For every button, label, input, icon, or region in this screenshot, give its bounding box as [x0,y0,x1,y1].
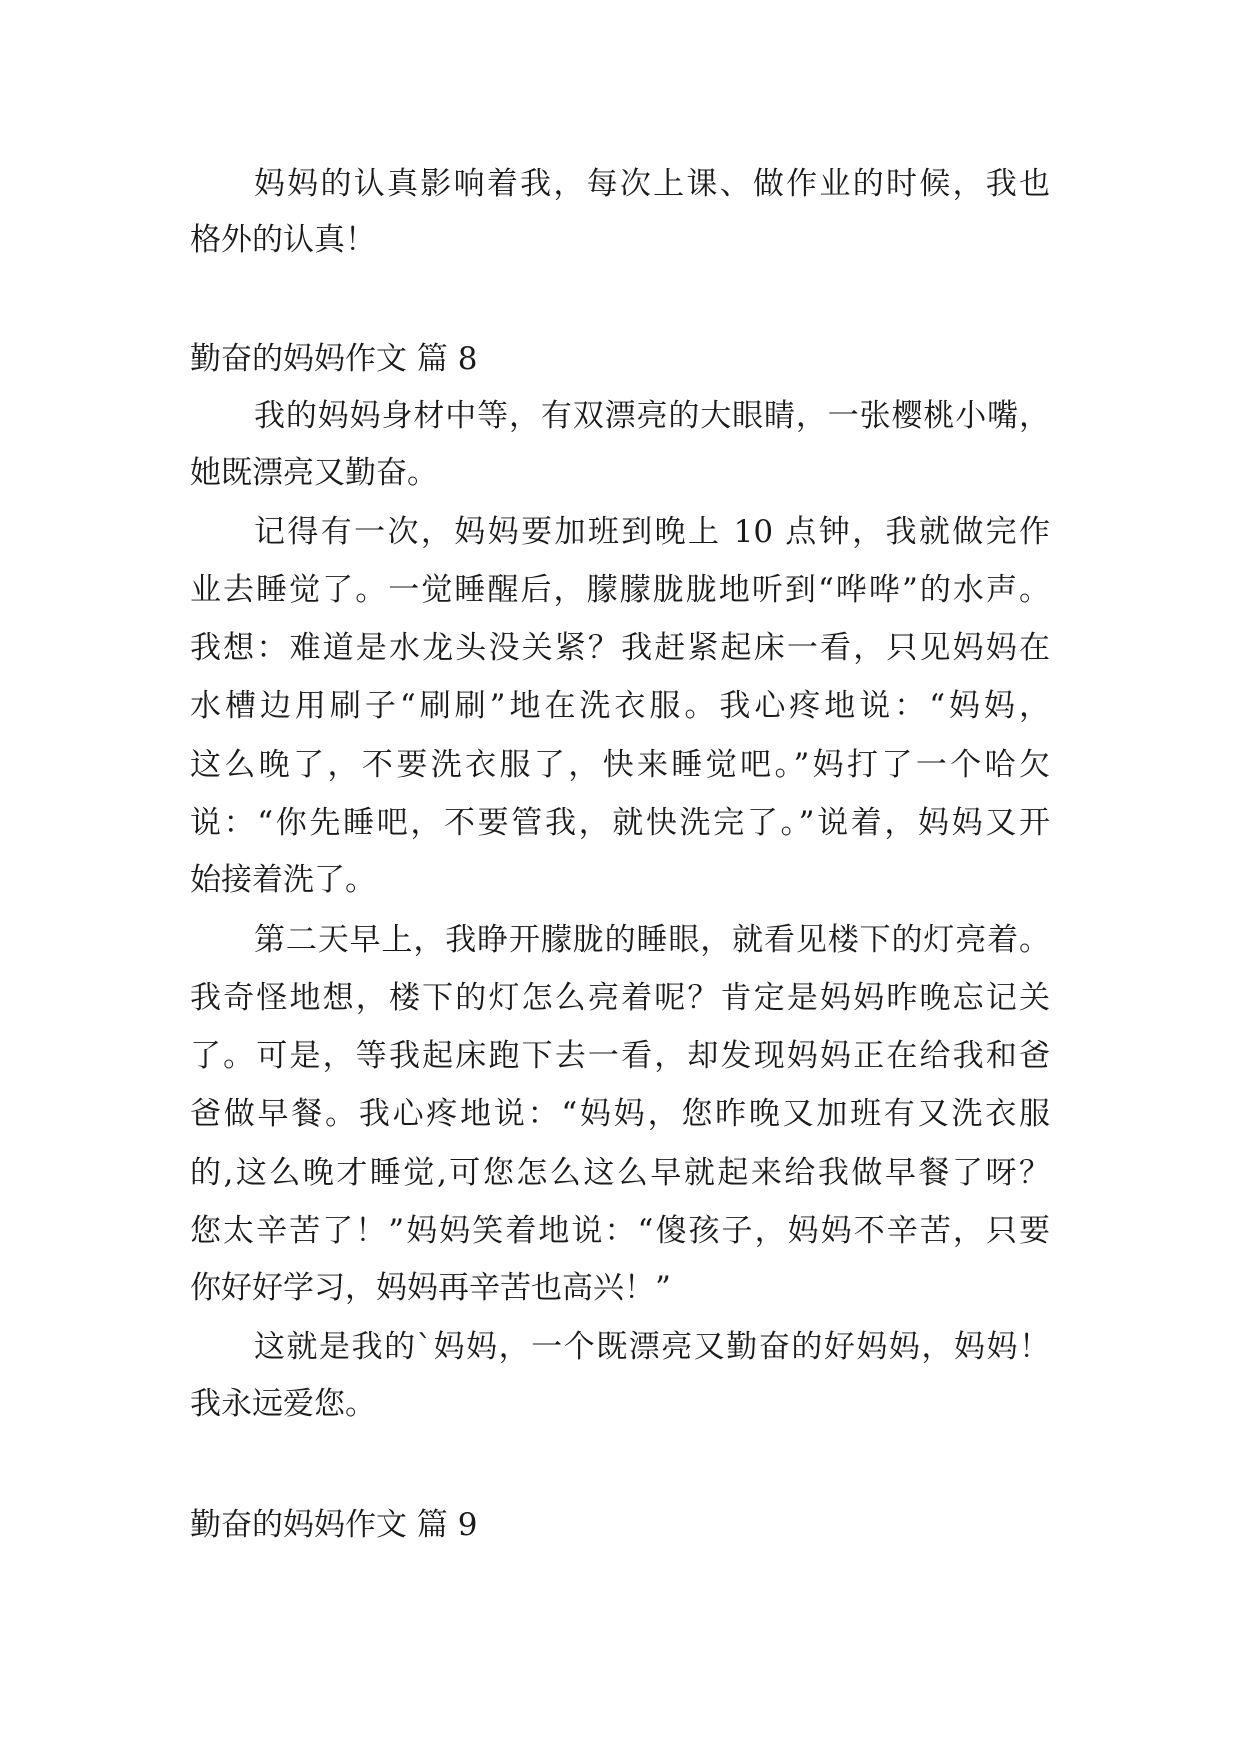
essay-heading-8: 勤奋的妈妈作文 篇 8 [190,341,478,377]
paragraph-line: 业去睡觉了。一觉睡醒后，朦朦胧胧地听到“哗哗”的水声。 [190,572,1050,608]
paragraph-line: 我奇怪地想，楼下的灯怎么亮着呢？肯定是妈妈昨晚忘记关 [190,980,1050,1016]
paragraph-line: 说：“你先睡吧，不要管我，就快洗完了。”说着，妈妈又开 [190,805,1050,841]
paragraph-line: 第二天早上，我睁开朦胧的睡眼，就看见楼下的灯亮着。 [254,922,1050,958]
paragraph-line: 你好好学习，妈妈再辛苦也高兴！” [190,1270,671,1306]
paragraph-line: 格外的认真！ [190,222,376,258]
paragraph-line: 始接着洗了。 [190,862,376,898]
paragraph-line: 我永远爱您。 [190,1386,376,1422]
paragraph-line: 妈妈的认真影响着我，每次上课、做作业的时候，我也 [254,166,1050,202]
paragraph-line: 这就是我的`妈妈，一个既漂亮又勤奋的好妈妈，妈妈！ [254,1329,1050,1365]
paragraph-line: 了。可是，等我起床跑下去一看，却发现妈妈正在给我和爸 [190,1038,1050,1074]
paragraph-line: 爸做早餐。我心疼地说：“妈妈，您昨晚又加班有又洗衣服 [190,1096,1050,1132]
paragraph-line: 她既漂亮又勤奋。 [190,455,438,491]
paragraph-line: 记得有一次，妈妈要加班到晚上 10 点钟，我就做完作 [254,514,1050,550]
paragraph-line: 我的妈妈身材中等，有双漂亮的大眼睛，一张樱桃小嘴， [254,398,1050,434]
essay-heading-9: 勤奋的妈妈作文 篇 9 [190,1507,478,1543]
paragraph-line: 的,这么晚才睡觉,可您怎么这么早就起来给我做早餐了呀？ [190,1155,1050,1191]
paragraph-line: 水槽边用刷子“刷刷”地在洗衣服。我心疼地说：“妈妈， [190,688,1050,724]
paragraph-line: 我想：难道是水龙头没关紧？我赶紧起床一看，只见妈妈在 [190,630,1050,666]
paragraph-line: 您太辛苦了！”妈妈笑着地说：“傻孩子，妈妈不辛苦，只要 [190,1213,1050,1249]
paragraph-line: 这么晚了，不要洗衣服了，快来睡觉吧。”妈打了一个哈欠 [190,747,1050,783]
